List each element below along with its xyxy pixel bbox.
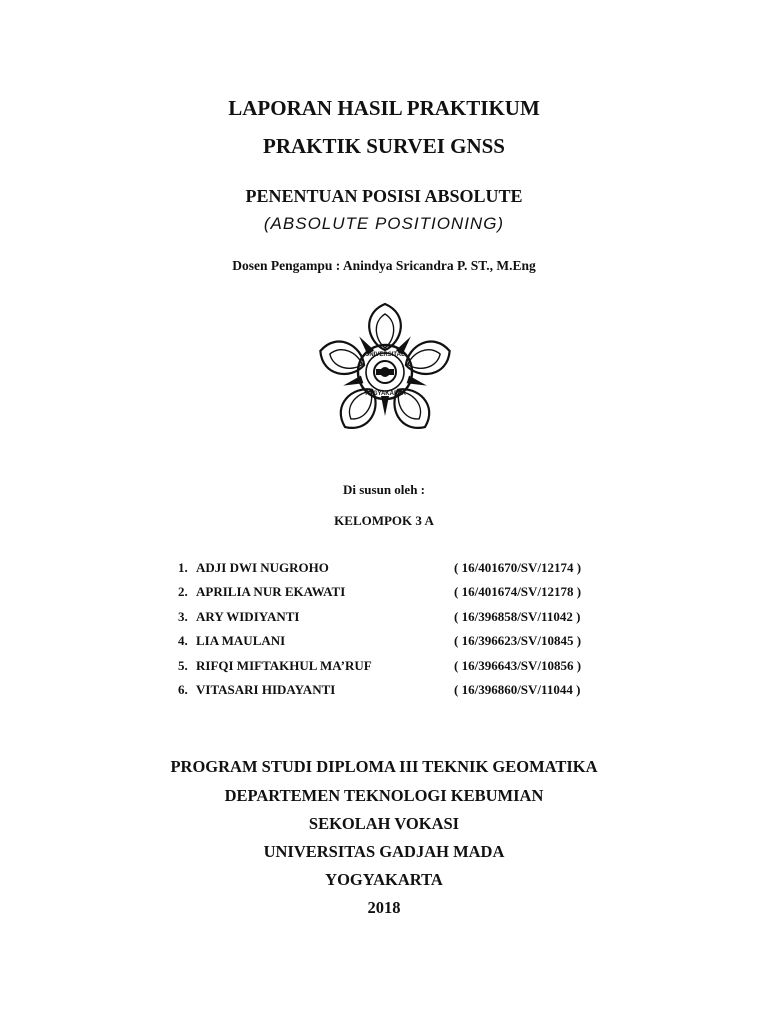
- member-number: 6.: [178, 681, 188, 697]
- member-id: ( 16/396643/SV/10856 ): [454, 657, 582, 673]
- member-list: [178, 560, 618, 706]
- compiled-by-label: Di susun oleh :: [343, 482, 425, 497]
- study-program: PROGRAM STUDI DIPLOMA III TEKNIK GEOMATIKA: [170, 757, 598, 776]
- report-title: LAPORAN HASIL PRAKTIKUM: [228, 96, 540, 120]
- list-item: [178, 633, 618, 657]
- member-name: ARY WIDIYANTI: [196, 608, 300, 624]
- course-title: PRAKTIK SURVEI GNSS: [263, 134, 505, 158]
- list-item: [178, 560, 618, 584]
- list-item: [178, 658, 618, 682]
- list-item: [178, 584, 618, 608]
- member-id: ( 16/396858/SV/11042 ): [454, 608, 581, 624]
- member-name: ADJI DWI NUGROHO: [196, 560, 329, 575]
- member-number: 3.: [178, 608, 188, 624]
- list-item: [178, 682, 618, 706]
- group-name: KELOMPOK 3 A: [334, 513, 434, 528]
- member-number: 1.: [178, 560, 188, 575]
- member-id: ( 16/396860/SV/11044 ): [454, 681, 581, 697]
- university-seal-icon: [307, 300, 463, 440]
- member-name: LIA MAULANI: [196, 633, 286, 649]
- report-year: 2018: [367, 898, 401, 917]
- member-id: ( 16/401674/SV/12178 ): [454, 584, 582, 600]
- city-name: YOGYAKARTA: [325, 870, 443, 889]
- member-id: ( 16/401670/SV/12174 ): [454, 560, 582, 575]
- topic-title-english: (ABSOLUTE POSITIONING): [263, 214, 505, 233]
- svg-text:UNIVERSITAS: UNIVERSITAS: [365, 352, 405, 358]
- member-number: 2.: [178, 584, 188, 600]
- member-id: ( 16/396623/SV/10845 ): [454, 633, 582, 649]
- department-name: DEPARTEMEN TEKNOLOGI KEBUMIAN: [224, 786, 544, 805]
- member-name: VITASARI HIDAYANTI: [196, 681, 336, 697]
- university-name: UNIVERSITAS GADJAH MADA: [263, 842, 505, 861]
- lecturer-line: Dosen Pengampu : Anindya Sricandra P. ST., M.Eng: [232, 258, 536, 273]
- topic-title: PENENTUAN POSISI ABSOLUTE: [245, 186, 523, 206]
- member-number: 5.: [178, 657, 188, 673]
- svg-text:YOGYAKARTA: YOGYAKARTA: [364, 391, 406, 397]
- member-number: 4.: [178, 633, 188, 649]
- member-name: APRILIA NUR EKAWATI: [196, 584, 346, 600]
- member-name: RIFQI MIFTAKHUL MA’RUF: [196, 657, 372, 673]
- school-name: SEKOLAH VOKASI: [308, 814, 460, 833]
- list-item: [178, 609, 618, 633]
